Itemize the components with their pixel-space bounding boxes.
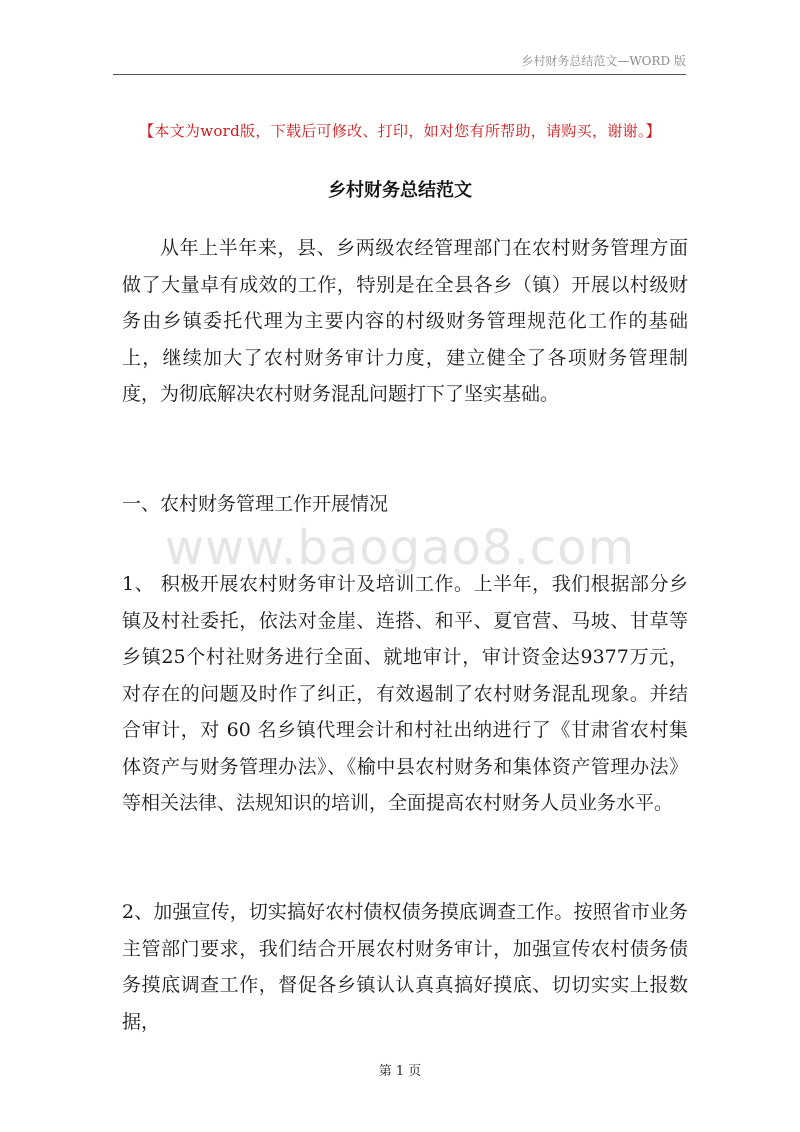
page-number: 第 1 页 bbox=[378, 1064, 422, 1079]
header-divider bbox=[113, 74, 686, 75]
purchase-notice: 【本文为word版，下载后可修改、打印，如对您有所帮助，请购买，谢谢。】 bbox=[139, 122, 661, 140]
intro-paragraph: 从年上半年来，县、乡两级农经管理部门在农村财务管理方面做了大量卓有成效的工作，特别是在全县各乡（镇）开展以村级财务由乡镇委托代理为主要内容的村级财务管理规范化工作的基础上，继续加大了农村财务审计力度，建立健全了各项财务管理制度，为彻底解决农村财务混乱问题打下了坚实基础。 bbox=[122, 237, 688, 405]
watermark: www.baogao8.com bbox=[164, 520, 636, 576]
document-title: 乡村财务总结范文 bbox=[328, 180, 472, 201]
running-header: 乡村财务总结范文—WORD 版 bbox=[521, 54, 686, 68]
item-1-paragraph: 1、 积极开展农村财务审计及培训工作。上半年，我们根据部分乡镇及村社委托，依法对金崖、连搭、和平、夏官营、马坡、甘草等乡镇25个村社财务进行全面、就地审计，审计资金达9377万元，对存在的问题及时作了纠正，有效遏制了农村财务混乱现象。并结合审计，对 60 名乡镇代理会计和村社出纳进行了《甘肃省农村集体资产与财务管理办法》、《榆中县农村财务和集体资产管理办法》等相关法律、法规知识的培训，全面提高农村财务人员业务水平。 bbox=[122, 573, 688, 814]
section-heading: 一、农村财务管理工作开展情况 bbox=[122, 493, 389, 515]
item-2-paragraph: 2、加强宣传，切实搞好农村债权债务摸底调查工作。按照省市业务主管部门要求，我们结合开展农村财务审计，加强宣传农村债务债务摸底调查工作，督促各乡镇认认真真搞好摸底、切切实实上报数据， bbox=[122, 901, 688, 1033]
